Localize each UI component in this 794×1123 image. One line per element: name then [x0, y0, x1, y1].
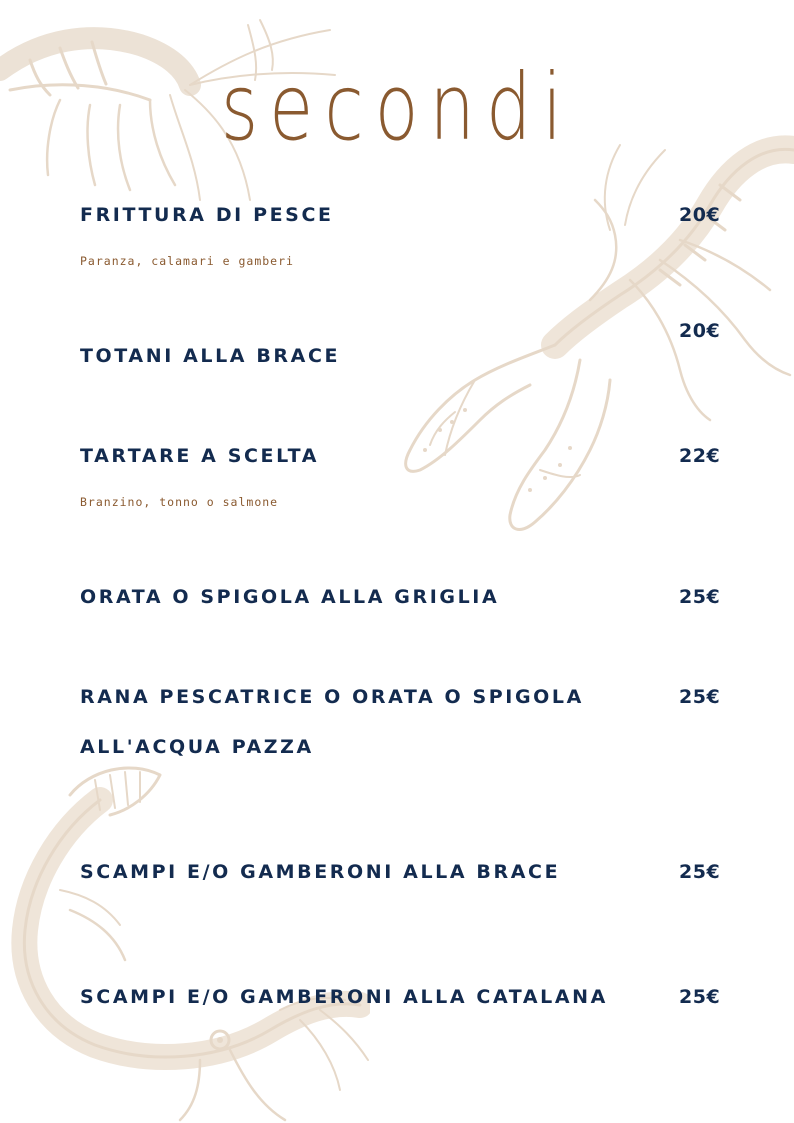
menu-item-price: 25€ — [679, 986, 721, 1008]
menu-item-price: 22€ — [679, 445, 721, 467]
page-title: secondi — [220, 54, 574, 161]
lobster-illustration — [380, 130, 794, 560]
menu-item-price: 25€ — [679, 861, 721, 883]
menu-item-price: 20€ — [679, 320, 721, 342]
menu-item-name: TARTARE A SCELTA — [80, 445, 320, 467]
menu-item-price: 25€ — [679, 686, 721, 708]
catfish-illustration — [0, 760, 370, 1123]
menu-item-description: Paranza, calamari e gamberi — [80, 254, 294, 268]
menu-item-name: RANA PESCATRICE O ORATA O SPIGOLA — [80, 686, 584, 708]
menu-item-price: 20€ — [679, 204, 721, 226]
menu-item-name: SCAMPI E/O GAMBERONI ALLA BRACE — [80, 861, 561, 883]
menu-item-description: Branzino, tonno o salmone — [80, 495, 279, 509]
menu-item-name: SCAMPI E/O GAMBERONI ALLA CATALANA — [80, 986, 608, 1008]
menu-item-name-line2: ALL'ACQUA PAZZA — [80, 736, 314, 758]
menu-item-name: ORATA O SPIGOLA ALLA GRIGLIA — [80, 586, 500, 608]
menu-item-name: FRITTURA DI PESCE — [80, 204, 334, 226]
menu-item-price: 25€ — [679, 586, 721, 608]
menu-item-name: TOTANI ALLA BRACE — [80, 345, 341, 367]
